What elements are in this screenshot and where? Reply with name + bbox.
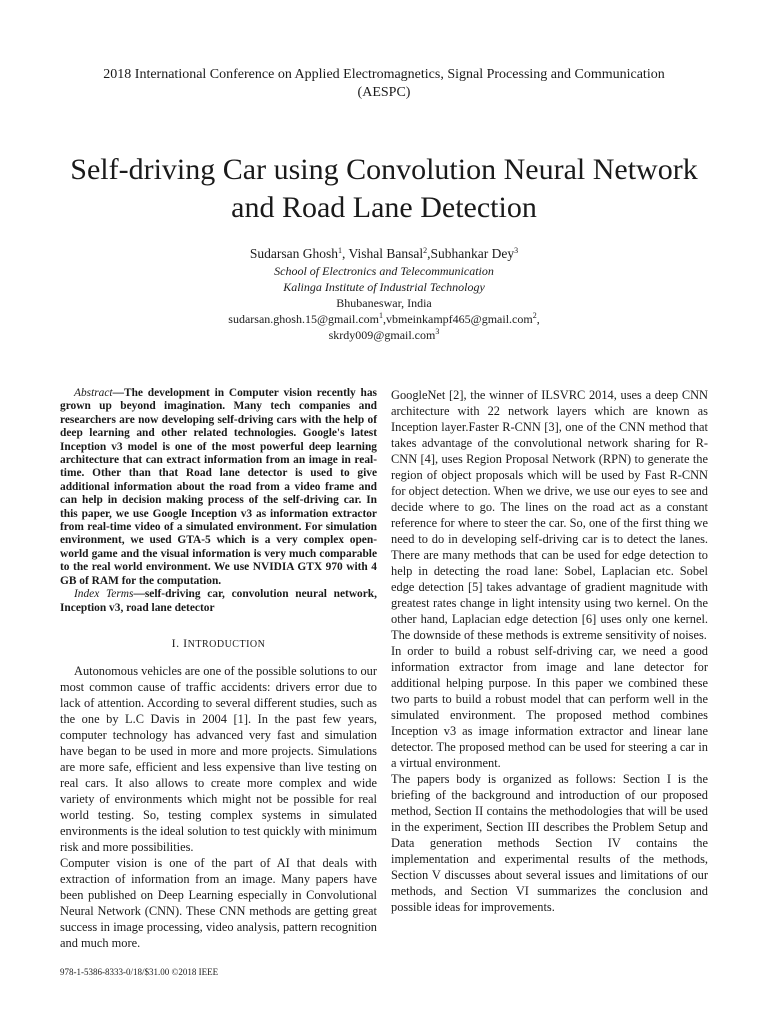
- intro-paragraph-2: Computer vision is one of the part of AI that deals with extraction of information from an image. Many papers have been published on Deep Learning especially in Convolutional Neural Network (CNN). These CNN methods are getting great success in image processing, video analysis, pattern recognition and much more.: [60, 855, 377, 950]
- email-1-affil: 1: [379, 311, 383, 320]
- paper-title-line2: and Road Lane Detection: [231, 191, 537, 224]
- right-paragraph-3: The papers body is organized as follows: Section I is the briefing of the background and introduction of our proposed method, Section II contains the methodologies that will be used in the experiment, Section III describes the Problem Setup and Data generation methods Section IV contains the implementation and experimental results of the methods, Section V discusses about several issues and limitations of our methods, and Section VI summarizes the conclusion and possible ideas for improvements.: [391, 772, 708, 914]
- author-2-affil: 2: [423, 246, 428, 255]
- intro-paragraph-1: Autonomous vehicles are one of the possible solutions to our most common cause of traffic accidents: drivers error due to lack of attention. According to several different studies, such as the one by L.C Davis in 2004 [1]. In the past few years, computer technology has advanced very fast and simulation have began to be used in more and more projects. Simulations are more safe, efficient and less expensive than live testing on real cars. It also allows to create more complex and wide variety of environments which might not be possible for real world testing. So, testing complex systems in simulated environments is the ideal solution to test quickly with minimum risk and more possibilities.: [60, 663, 377, 854]
- right-column: [391, 387, 708, 915]
- author-1: Sudarsan Ghosh: [249, 246, 339, 261]
- email-2-affil: 2: [532, 311, 537, 320]
- author-3: Subhankar Dey: [430, 246, 515, 261]
- section-title-rest: NTRODUCTION: [187, 638, 266, 650]
- section-title-initial: I: [183, 635, 188, 650]
- email-2-trail: ,: [536, 312, 540, 326]
- author-location: Bhubaneswar, India: [336, 296, 432, 310]
- author-emails-line2: [100, 327, 668, 343]
- author-department: School of Electronics and Telecommunication: [274, 264, 494, 278]
- right-paragraph-1: GoogleNet [2], the winner of ILSVRC 2014, uses a deep CNN architecture with 22 network layers which are known as Inception layer.Faster R-CNN [3], one of the CNN method that takes advantage of the convolutional network sharing for R-CNN [4], uses Region Proposal Network (RPN) to generate the region of object proposals which will be used by Fast R-CNN for object detection. When we drive, we use our eyes to see and decide where to go. The lines on the road act as a constant reference for where to steer the car. So, one of the first thing we need to do in developing self-driving car is to detect the lanes. There are many methods that can be used for edge detection to help in detecting the road lane: Sobel, Laplacian etc. Sobel edge detection [5] takes advantage of gradient magnitude with greatest rates change in light intensity using two kernel. On the other hand, Laplacian edge detection [6] uses only one kernel. The downside of these methods is extreme sensitivity of noises.: [391, 388, 708, 642]
- author-2: Vishal Bansal: [348, 246, 424, 261]
- author-3-affil: 3: [514, 246, 519, 255]
- email-3-affil: 3: [435, 327, 440, 336]
- index-terms-text: —self-driving car, convolution neural network, Inception v3, road lane detector: [60, 588, 377, 614]
- author-separator-2: ,: [427, 246, 431, 261]
- abstract: [60, 387, 377, 588]
- index-terms: [60, 588, 377, 615]
- email-2: ,vbmeinkampf465@gmail.com: [383, 312, 533, 326]
- author-institute: Kalinga Institute of Industrial Technology: [283, 280, 485, 294]
- email-3: skrdy009@gmail.com: [328, 328, 436, 342]
- author-separator-1: ,: [342, 246, 349, 261]
- paper-title-line1: Self-driving Car using Convolution Neural Network: [70, 153, 698, 186]
- index-terms-lead: Index Terms: [74, 588, 134, 601]
- email-1: sudarsan.ghosh.15@gmail.com: [228, 312, 379, 326]
- paper-title: [20, 151, 748, 227]
- author-1-affil: 1: [338, 246, 343, 255]
- conference-acronym: (AESPC): [357, 85, 411, 100]
- right-paragraph-2: In order to build a robust self-driving car, we need a good information extractor from image and lane detector for additional helping purpose. In this paper we combined these two parts to build a robust model that can perform well in the simulated environment. The proposed method combines Inception v3 as image information extractor and linear lane detector. The proposed method can be used for steering a car in a virtual environment.: [391, 644, 708, 770]
- author-names: [100, 245, 668, 262]
- author-emails-line1: [100, 311, 668, 327]
- abstract-lead: Abstract: [74, 387, 113, 399]
- abstract-text: —The development in Computer vision recently has grown up beyond imagination. Many tech companies and researchers are now developing self-driving cars with the help of deep learning and other related technologies. Google's latest Inception v3 model is one of the most powerful deep learning architecture that can extract information from an image in real-time. Other than that Road lane detector is used to give additional information about the road from a video frame and can help in decision making process of the self-driving car. In this paper, we use Google Inception v3 as information extractor from real-time video of a simulated environment. For simulation environment, we used GTA-5 which is a very complex open-world game and the visual information is very much comparable to the real world environment. We use NVIDIA GTX 970 with 4 GB of RAM for the computation.: [60, 387, 377, 587]
- left-column: [60, 387, 377, 951]
- section-heading-introduction: [60, 635, 377, 653]
- author-block: [100, 245, 668, 343]
- conference-header: [40, 66, 728, 102]
- copyright-footer: 978-1-5386-8333-0/18/$31.00 ©2018 IEEE: [60, 967, 219, 977]
- section-numeral: I.: [171, 635, 184, 650]
- conference-name: 2018 International Conference on Applied Electromagnetics, Signal Processing and Communication: [103, 67, 665, 82]
